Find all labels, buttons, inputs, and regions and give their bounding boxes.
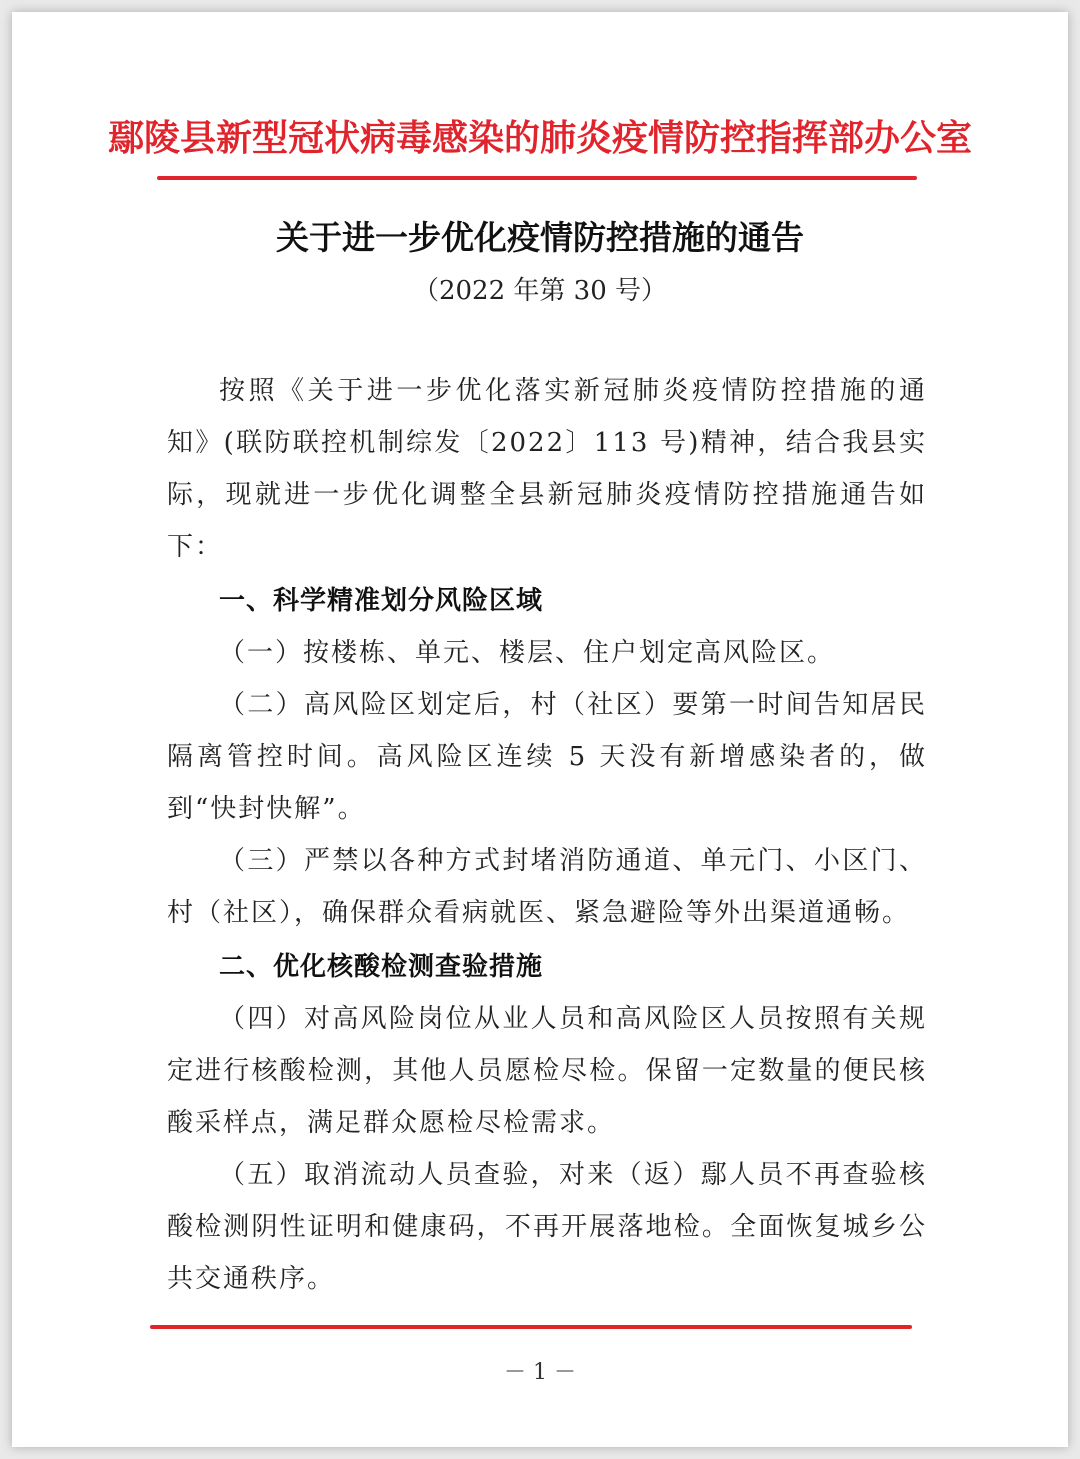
- clause-5: （五）取消流动人员查验，对来（返）鄢人员不再查验核酸检测阴性证明和健康码，不再开展落地检。全面恢复城乡公共交通秩序。: [167, 1160, 927, 1294]
- clause-1: （一）按楼栋、单元、楼层、住户划定高风险区。: [219, 638, 836, 668]
- section-heading-1: 一、科学精准划分风险区域: [219, 586, 544, 616]
- notice-body: [167, 365, 927, 1305]
- issuer-header: 鄢陵县新型冠状病毒感染的肺炎疫情防控指挥部办公室: [107, 117, 972, 159]
- intro-paragraph: 按照《关于进一步优化落实新冠肺炎疫情防控措施的通知》(联防联控机制综发〔2022〕113 号)精神，结合我县实际，现就进一步优化调整全县新冠肺炎疫情防控措施通告如下：: [167, 376, 927, 562]
- document-page: [12, 12, 1068, 1447]
- clause-3: （三）严禁以各种方式封堵消防通道、单元门、小区门、村（社区），确保群众看病就医、紧急避险等外出渠道通畅。: [167, 846, 927, 928]
- clause-4: （四）对高风险岗位从业人员和高风险区人员按照有关规定进行核酸检测，其他人员愿检尽检。保留一定数量的便民核酸采样点，满足群众愿检尽检需求。: [167, 1004, 927, 1138]
- top-red-rule: [157, 176, 917, 180]
- notice-title: 关于进一步优化疫情防控措施的通告: [276, 218, 804, 257]
- section-heading-2: 二、优化核酸检测查验措施: [219, 952, 544, 982]
- page-number: － 1 －: [504, 1360, 576, 1385]
- clause-2: （二）高风险区划定后，村（社区）要第一时间告知居民隔离管控时间。高风险区连续 5 天没有新增感染者的，做到“快封快解”。: [167, 690, 927, 824]
- bottom-red-rule: [150, 1325, 912, 1329]
- notice-number: （2022 年第 30 号）: [412, 276, 668, 306]
